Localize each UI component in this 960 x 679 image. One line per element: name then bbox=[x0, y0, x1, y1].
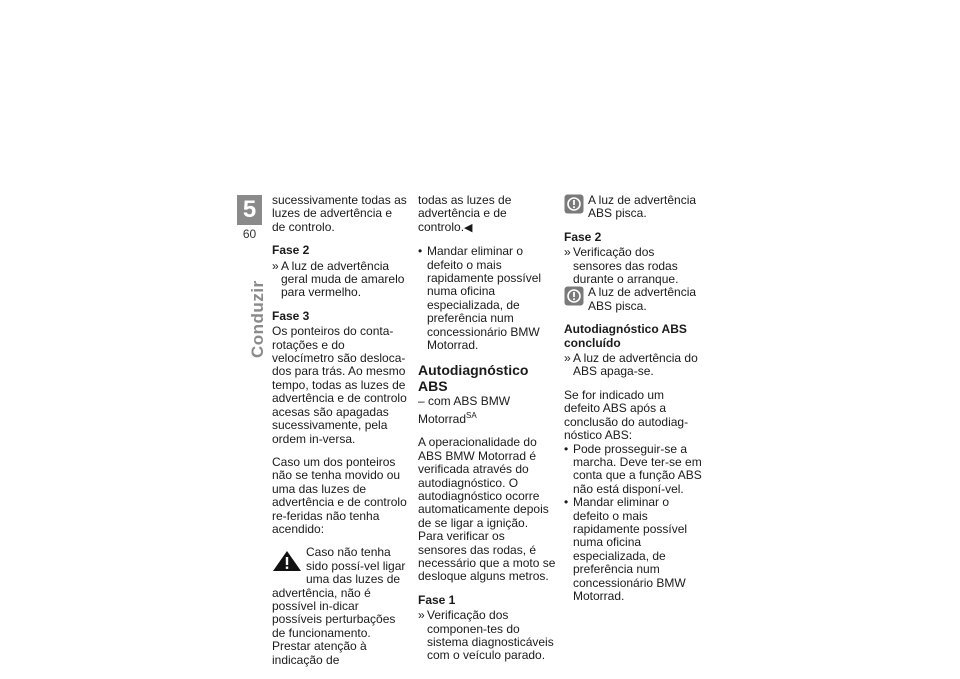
column-2 bbox=[418, 194, 556, 663]
step-text: Verificação dos componen-tes do sistema diagnosticáveis com o veículo parado. bbox=[427, 608, 554, 663]
heading-fase-3: Fase 3 bbox=[272, 308, 310, 323]
step-item bbox=[418, 609, 556, 663]
step-marker: » bbox=[564, 245, 571, 260]
warning-text: advertência, não é possível in-dicar possíveis perturbações de funcionamento. bbox=[272, 585, 396, 640]
bullet-item bbox=[564, 496, 702, 603]
equipment-note bbox=[418, 395, 556, 426]
abs-light-note bbox=[564, 194, 702, 221]
step-item bbox=[564, 352, 702, 379]
warning-block bbox=[272, 546, 408, 667]
abs-light-note bbox=[564, 286, 702, 313]
abs-light-text: A luz de advertência ABS pisca. bbox=[588, 286, 697, 313]
paragraph: Caso um dos ponteiros não se tenha movido ou uma das luzes de advertência e de controlo re-feridas não tenha acendido: bbox=[272, 454, 407, 536]
paragraph bbox=[418, 194, 556, 235]
section-title: Conduzir bbox=[248, 280, 267, 358]
paragraph: A operacionalidade do ABS BMW Motorrad é verificada através do autodiagnóstico. O autodiagnóstico ocorre automaticamente depois de se ligar a ignição. Para verificar os sensores das rodas, é necessário que a moto se desloque alguns metros. bbox=[418, 435, 556, 584]
abs-warning-light-icon bbox=[564, 194, 584, 214]
bullet-text: Pode prosseguir-se a marcha. Deve ter-se em conta que a função ABS não está disponí-vel. bbox=[573, 441, 702, 496]
paragraph: sucessivamente todas as luzes de advertência e de controlo. bbox=[272, 193, 407, 234]
page-number: 60 bbox=[242, 227, 257, 241]
paragraph-text: todas as luzes de advertência e de controlo. bbox=[418, 193, 512, 234]
special-equipment-mark: SA bbox=[466, 410, 477, 420]
step-marker: » bbox=[418, 608, 425, 623]
warning-text: Caso não tenha sido possí-vel ligar uma das luzes de bbox=[306, 545, 406, 587]
heading-fase-2: Fase 2 bbox=[272, 243, 310, 258]
bullet-item bbox=[418, 245, 556, 352]
bullet-text: Mandar eliminar o defeito o mais rapidamente possível numa oficina especializada, de preferência num concessionário BMW Motorrad. bbox=[427, 244, 542, 353]
abs-warning-light-icon bbox=[564, 286, 584, 306]
chapter-number: 5 bbox=[237, 195, 262, 225]
step-item bbox=[564, 246, 702, 286]
equipment-note-text: – com ABS BMW Motorrad bbox=[418, 394, 511, 426]
bullet-marker: • bbox=[564, 441, 569, 456]
step-text: A luz de advertência geral muda de amarelo para vermelho. bbox=[281, 258, 405, 300]
step-text: A luz de advertência do ABS apaga-se. bbox=[573, 351, 698, 379]
paragraph: Se for indicado um defeito ABS após a conclusão do autodiag-nóstico ABS: bbox=[564, 387, 689, 443]
step-marker: » bbox=[564, 351, 571, 366]
paragraph: Os ponteiros do conta-rotações e do velocímetro são desloca-dos para trás. Ao mesmo tempo, todas as luzes de advertência e de controlo acesas são apagadas sucessivamente, pela ordem in-versa. bbox=[272, 324, 407, 446]
heading-abs-concluido: Autodiagnóstico ABS concluído bbox=[564, 322, 687, 350]
column-3 bbox=[564, 194, 702, 603]
warning-text: Prestar atenção à indicação de bbox=[272, 639, 367, 667]
heading-abs-autodiagnostico: Autodiagnóstico ABS bbox=[418, 362, 529, 395]
bullet-marker: • bbox=[418, 244, 423, 259]
end-mark-icon: ◀ bbox=[464, 221, 473, 234]
step-text: Verificação dos sensores das rodas durante o arranque. bbox=[573, 245, 679, 287]
heading-fase-1: Fase 1 bbox=[418, 592, 456, 607]
chapter-tab bbox=[237, 195, 262, 241]
column-1 bbox=[272, 194, 408, 667]
step-item bbox=[272, 260, 408, 300]
bullet-text: Mandar eliminar o defeito o mais rapidamente possível numa oficina especializada, de preferência num concessionário BMW Motorrad. bbox=[573, 495, 688, 603]
warning-triangle-icon bbox=[272, 550, 302, 572]
abs-light-text: A luz de advertência ABS pisca. bbox=[588, 194, 697, 221]
bullet-marker: • bbox=[564, 495, 569, 510]
heading-fase-2: Fase 2 bbox=[564, 229, 602, 244]
bullet-item bbox=[564, 443, 702, 497]
step-marker: » bbox=[272, 258, 279, 273]
